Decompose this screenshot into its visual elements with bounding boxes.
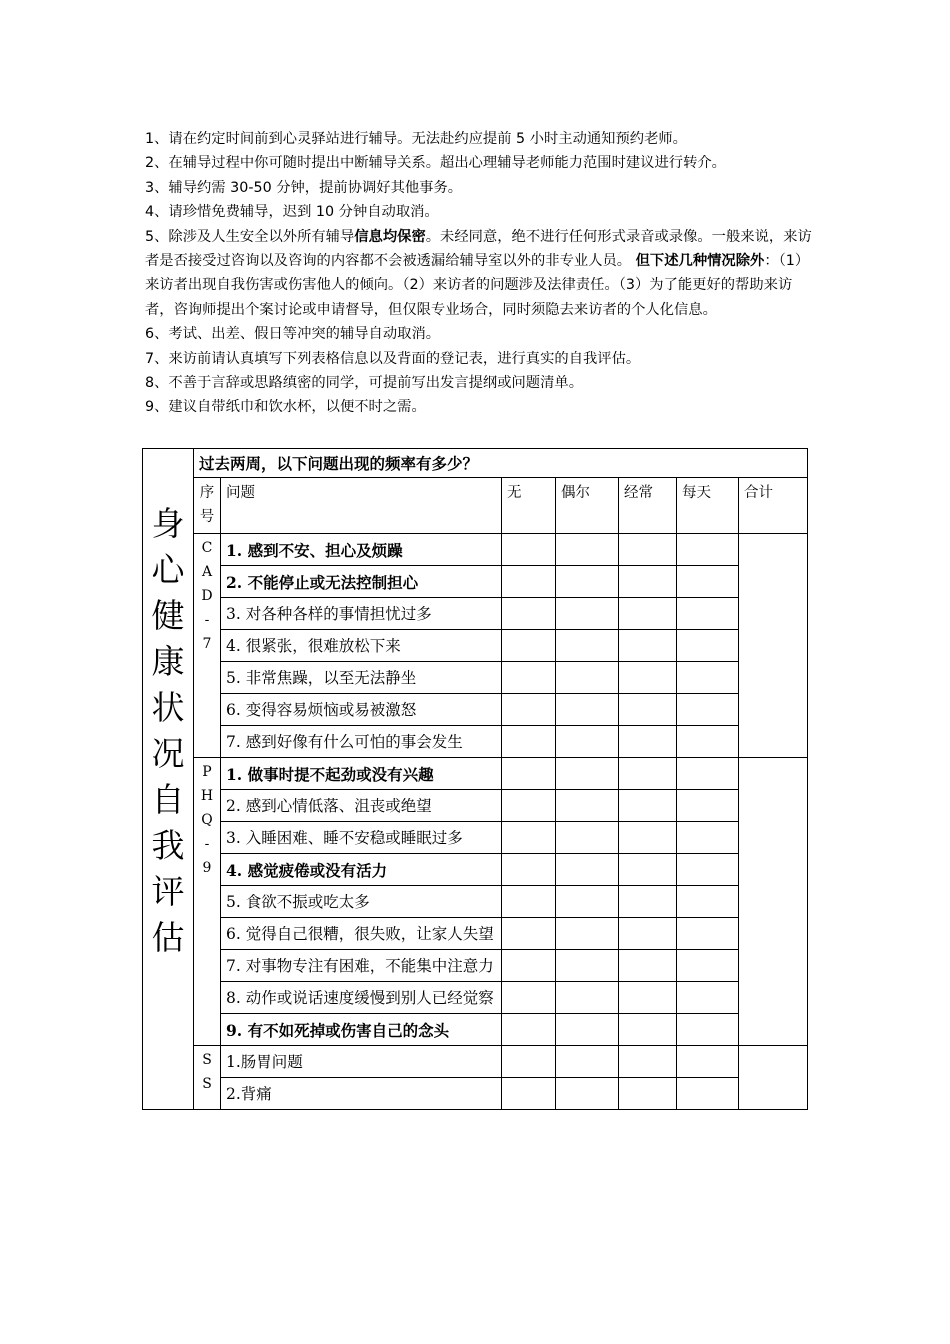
group-code-char: S xyxy=(202,1052,212,1068)
answer-cell-often[interactable] xyxy=(619,1078,677,1110)
instruction-text: 4、请珍惜免费辅导，迟到 10 分钟自动取消。 xyxy=(145,204,439,221)
answer-cell-often[interactable] xyxy=(619,950,677,982)
table-row xyxy=(143,566,808,598)
instruction-item xyxy=(145,176,817,200)
question-text: 4. 感觉疲倦或没有活力 xyxy=(221,854,502,886)
question-text: 2.背痛 xyxy=(221,1078,502,1110)
answer-cell-daily[interactable] xyxy=(677,758,739,790)
question-text: 3. 入睡困难、睡不安稳或睡眠过多 xyxy=(221,822,502,854)
table-row xyxy=(143,598,808,630)
instruction-text: 。未经同意，绝不进行任何形式录音或录像。一般来说，来访者是否接受过咨询以及咨询的内容都不会被透漏给辅导室以外的非专业人员。 xyxy=(145,228,812,270)
table-row xyxy=(143,758,808,790)
answer-cell-sometimes[interactable] xyxy=(556,790,619,822)
answer-cell-daily[interactable] xyxy=(677,950,739,982)
group-code-char: D xyxy=(201,588,213,604)
section-side-title xyxy=(143,449,194,1110)
question-text: 1. 感到不安、担心及烦躁 xyxy=(221,534,502,566)
answer-cell-sometimes[interactable] xyxy=(556,694,619,726)
self-assessment-table-wrapper xyxy=(142,448,808,1110)
side-title-char: 自 xyxy=(151,780,185,819)
answer-cell-none[interactable] xyxy=(502,1014,556,1046)
answer-cell-none[interactable] xyxy=(502,822,556,854)
answer-cell-often[interactable] xyxy=(619,694,677,726)
answer-cell-sometimes[interactable] xyxy=(556,1078,619,1110)
answer-cell-sometimes[interactable] xyxy=(556,1046,619,1078)
instruction-text: 8、不善于言辞或思路缜密的同学，可提前写出发言提纲或问题清单。 xyxy=(145,375,583,392)
table-row xyxy=(143,1046,808,1078)
answer-cell-daily[interactable] xyxy=(677,790,739,822)
question-text: 2. 不能停止或无法控制担心 xyxy=(221,566,502,598)
answer-cell-none[interactable] xyxy=(502,566,556,598)
question-text: 6. 觉得自己很糟，很失败，让家人失望 xyxy=(221,918,502,950)
table-row xyxy=(143,790,808,822)
instruction-item xyxy=(145,200,817,224)
answer-cell-often[interactable] xyxy=(619,662,677,694)
side-title-char: 况 xyxy=(151,734,185,773)
group-code-char: S xyxy=(202,1076,212,1092)
question-text: 5. 食欲不振或吃太多 xyxy=(221,886,502,918)
question-text: 1. 做事时提不起劲或没有兴趣 xyxy=(221,758,502,790)
side-title-char: 我 xyxy=(151,826,185,865)
group-code xyxy=(194,534,221,758)
answer-cell-often[interactable] xyxy=(619,918,677,950)
side-title-char: 健 xyxy=(151,596,185,635)
instruction-item xyxy=(145,322,817,346)
answer-cell-daily[interactable] xyxy=(677,918,739,950)
answer-cell-none[interactable] xyxy=(502,982,556,1014)
header-question: 问题 xyxy=(221,478,502,534)
instruction-item xyxy=(145,151,817,175)
answer-cell-none[interactable] xyxy=(502,886,556,918)
side-title-char: 估 xyxy=(151,918,185,957)
group-code-char: - xyxy=(204,836,210,852)
answer-cell-none[interactable] xyxy=(502,534,556,566)
answer-cell-none[interactable] xyxy=(502,1046,556,1078)
table-row xyxy=(143,694,808,726)
table-row xyxy=(143,822,808,854)
group-code xyxy=(194,758,221,1046)
table-row xyxy=(143,918,808,950)
table-header-row xyxy=(143,478,808,534)
header-sometimes: 偶尔 xyxy=(556,478,619,534)
answer-cell-often[interactable] xyxy=(619,1014,677,1046)
answer-cell-daily[interactable] xyxy=(677,726,739,758)
group-code-char: - xyxy=(204,612,210,628)
side-title-char: 状 xyxy=(151,688,185,727)
side-title-char: 评 xyxy=(151,872,185,911)
side-title-char: 康 xyxy=(151,642,185,681)
answer-cell-often[interactable] xyxy=(619,886,677,918)
answer-cell-daily[interactable] xyxy=(677,630,739,662)
header-none: 无 xyxy=(502,478,556,534)
table-title-row xyxy=(143,449,808,478)
table-row xyxy=(143,726,808,758)
answer-cell-daily[interactable] xyxy=(677,598,739,630)
question-text: 9. 有不如死掉或伤害自己的念头 xyxy=(221,1014,502,1046)
answer-cell-sometimes[interactable] xyxy=(556,726,619,758)
answer-cell-sometimes[interactable] xyxy=(556,662,619,694)
instruction-text: 3、辅导约需 30-50 分钟，提前协调好其他事务。 xyxy=(145,179,463,196)
answer-cell-daily[interactable] xyxy=(677,1078,739,1110)
answer-cell-sometimes[interactable] xyxy=(556,854,619,886)
table-row xyxy=(143,1078,808,1110)
answer-cell-often[interactable] xyxy=(619,982,677,1014)
answer-cell-daily[interactable] xyxy=(677,534,739,566)
answer-cell-daily[interactable] xyxy=(677,694,739,726)
instruction-item xyxy=(145,127,817,151)
table-row xyxy=(143,854,808,886)
answer-cell-often[interactable] xyxy=(619,598,677,630)
question-text: 8. 动作或说话速度缓慢到别人已经觉察 xyxy=(221,982,502,1014)
question-text: 1.肠胃问题 xyxy=(221,1046,502,1078)
answer-cell-sometimes[interactable] xyxy=(556,1014,619,1046)
group-code-char: Q xyxy=(201,812,213,828)
emphasis-text: 信息均保密 xyxy=(354,228,426,245)
question-title: 过去两周，以下问题出现的频率有多少？ xyxy=(194,449,808,478)
answer-cell-often[interactable] xyxy=(619,566,677,598)
table-row xyxy=(143,662,808,694)
answer-cell-sometimes[interactable] xyxy=(556,822,619,854)
question-text: 2. 感到心情低落、沮丧或绝望 xyxy=(221,790,502,822)
answer-cell-none[interactable] xyxy=(502,598,556,630)
answer-cell-none[interactable] xyxy=(502,758,556,790)
instruction-item xyxy=(145,371,817,395)
instruction-text: 1、请在约定时间前到心灵驿站进行辅导。无法赴约应提前 5 小时主动通知预约老师。 xyxy=(145,131,687,147)
answer-cell-often[interactable] xyxy=(619,854,677,886)
answer-cell-none[interactable] xyxy=(502,790,556,822)
group-code-char: C xyxy=(201,540,213,556)
answer-cell-daily[interactable] xyxy=(677,1046,739,1078)
answer-cell-daily[interactable] xyxy=(677,566,739,598)
answer-cell-daily[interactable] xyxy=(677,982,739,1014)
instruction-text: 6、考试、出差、假日等冲突的辅导自动取消。 xyxy=(145,326,441,343)
header-daily: 每天 xyxy=(677,478,739,534)
answer-cell-sometimes[interactable] xyxy=(556,630,619,662)
emphasis-text: 但下述几种情况除外 xyxy=(635,253,765,270)
total-cell[interactable] xyxy=(739,758,808,1046)
header-seq-char: 号 xyxy=(199,509,215,525)
table-row xyxy=(143,886,808,918)
answer-cell-none[interactable] xyxy=(502,918,556,950)
total-cell[interactable] xyxy=(739,1046,808,1110)
answer-cell-sometimes[interactable] xyxy=(556,918,619,950)
table-row xyxy=(143,982,808,1014)
group-code-char: 9 xyxy=(202,860,212,876)
side-title-char: 心 xyxy=(151,550,185,589)
answer-cell-none[interactable] xyxy=(502,630,556,662)
question-text: 5. 非常焦躁，以至无法静坐 xyxy=(221,662,502,694)
group-code-char: P xyxy=(202,764,212,780)
question-text: 4. 很紧张，很难放松下来 xyxy=(221,630,502,662)
answer-cell-daily[interactable] xyxy=(677,822,739,854)
header-total: 合计 xyxy=(739,478,808,534)
group-code-char: 7 xyxy=(202,636,212,652)
header-seq-char: 序 xyxy=(199,485,215,501)
answer-cell-often[interactable] xyxy=(619,630,677,662)
answer-cell-daily[interactable] xyxy=(677,854,739,886)
answer-cell-sometimes[interactable] xyxy=(556,566,619,598)
instruction-text: 5、除涉及人生安全以外所有辅导 xyxy=(145,228,355,245)
answer-cell-sometimes[interactable] xyxy=(556,886,619,918)
answer-cell-none[interactable] xyxy=(502,726,556,758)
self-assessment-table xyxy=(142,448,808,1110)
answer-cell-sometimes[interactable] xyxy=(556,758,619,790)
instruction-item xyxy=(145,347,817,371)
answer-cell-daily[interactable] xyxy=(677,886,739,918)
answer-cell-none[interactable] xyxy=(502,950,556,982)
instruction-text: 9、建议自带纸巾和饮水杯，以便不时之需。 xyxy=(145,399,426,416)
table-row xyxy=(143,534,808,566)
group-code-char: A xyxy=(201,564,213,580)
answer-cell-none[interactable] xyxy=(502,1078,556,1110)
answer-cell-often[interactable] xyxy=(619,534,677,566)
side-title-char: 身 xyxy=(151,504,185,543)
header-often: 经常 xyxy=(619,478,677,534)
instruction-text: ：（1）来访者出现自我伤害或伤害他人的倾向。（2）来访者的问题涉及法律责任。（3）为了能更好的帮助来访者，咨询师提出个案讨论或申请督导，但仅限专业场合，同时须隐去来访者的个人化信息。 xyxy=(145,253,810,318)
answer-cell-often[interactable] xyxy=(619,790,677,822)
instruction-text: 2、在辅导过程中你可随时提出中断辅导关系。超出心理辅导老师能力范围时建议进行转介。 xyxy=(145,155,726,172)
question-text: 7. 感到好像有什么可怕的事会发生 xyxy=(221,726,502,758)
answer-cell-sometimes[interactable] xyxy=(556,534,619,566)
answer-cell-none[interactable] xyxy=(502,694,556,726)
instructions-list xyxy=(145,127,817,420)
instruction-text: 7、来访前请认真填写下列表格信息以及背面的登记表，进行真实的自我评估。 xyxy=(145,350,641,367)
header-seq xyxy=(194,478,221,534)
answer-cell-often[interactable] xyxy=(619,726,677,758)
answer-cell-sometimes[interactable] xyxy=(556,982,619,1014)
answer-cell-often[interactable] xyxy=(619,1046,677,1078)
answer-cell-sometimes[interactable] xyxy=(556,598,619,630)
group-code-char: H xyxy=(200,788,214,804)
answer-cell-none[interactable] xyxy=(502,662,556,694)
table-row xyxy=(143,630,808,662)
table-row xyxy=(143,1014,808,1046)
question-text: 3. 对各种各样的事情担忧过多 xyxy=(221,598,502,630)
answer-cell-often[interactable] xyxy=(619,822,677,854)
answer-cell-daily[interactable] xyxy=(677,662,739,694)
instruction-item xyxy=(145,395,817,419)
question-text: 6. 变得容易烦恼或易被激怒 xyxy=(221,694,502,726)
answer-cell-sometimes[interactable] xyxy=(556,950,619,982)
table-row xyxy=(143,950,808,982)
total-cell[interactable] xyxy=(739,534,808,758)
question-text: 7. 对事物专注有困难，不能集中注意力 xyxy=(221,950,502,982)
answer-cell-daily[interactable] xyxy=(677,1014,739,1046)
answer-cell-none[interactable] xyxy=(502,854,556,886)
instruction-item xyxy=(145,225,817,323)
answer-cell-often[interactable] xyxy=(619,758,677,790)
group-code xyxy=(194,1046,221,1110)
